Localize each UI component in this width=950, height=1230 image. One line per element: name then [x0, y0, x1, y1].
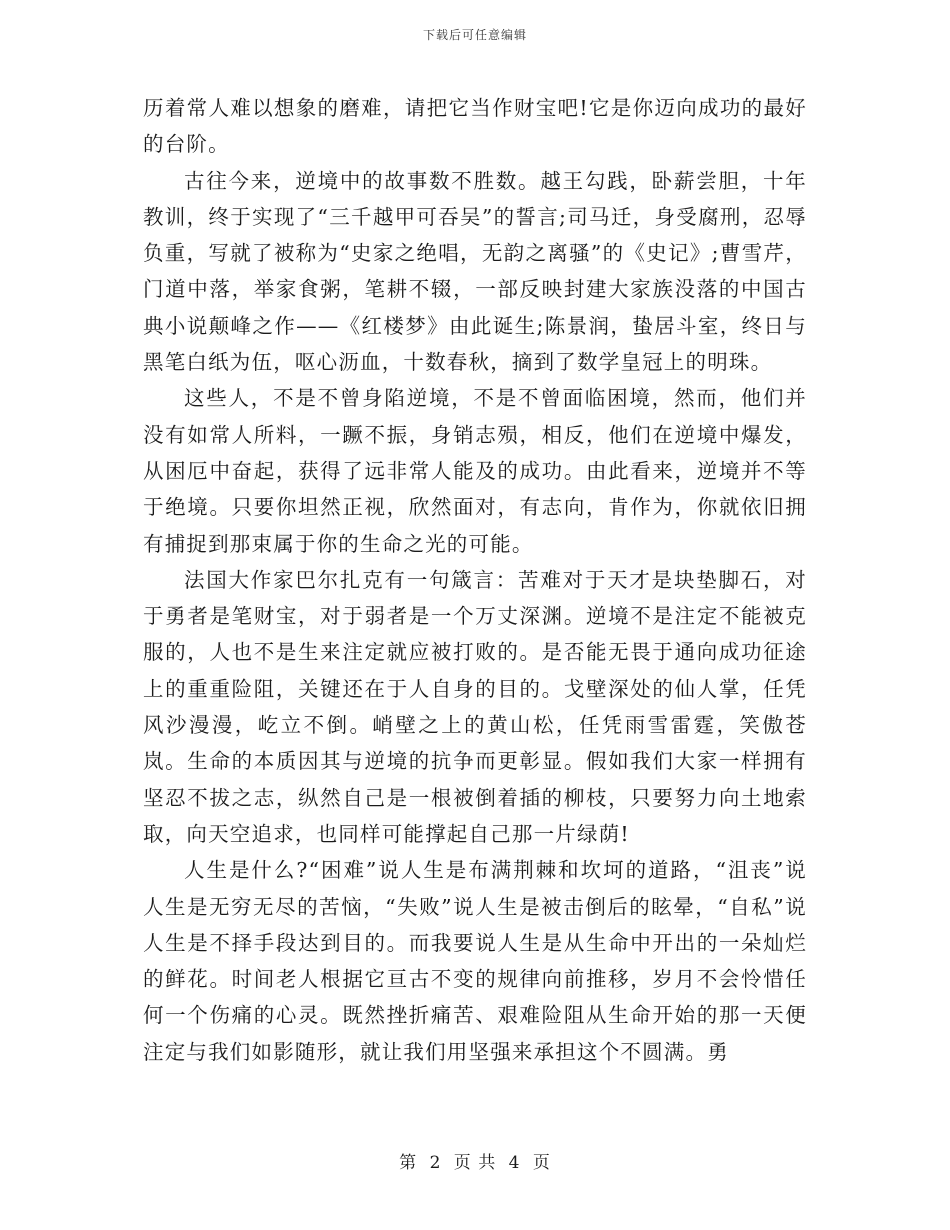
footer-page-number: 2 — [429, 1153, 442, 1173]
paragraph-3: 这些人，不是不曾身陷逆境，不是不曾面临困境，然而，他们并没有如常人所料，一蹶不振，身销志殒，相反，他们在逆境中爆发，从困厄中奋起，获得了远非常人能及的成功。由此看来，逆境并不等于绝境。只要你坦然正视，欣然面对，有志向，肯作为，你就依旧拥有捕捉到那束属于你的生命之光的可能。 — [143, 386, 807, 556]
footer-middle: 页 共 — [453, 1153, 497, 1173]
page-footer — [0, 1148, 950, 1173]
paragraph-1: 历着常人难以想象的磨难，请把它当作财宝吧!它是你迈向成功的最好的台阶。 — [143, 96, 807, 157]
footer-total-pages: 4 — [508, 1153, 521, 1173]
paragraph-4: 法国大作家巴尔扎克有一句箴言：苦难对于天才是块垫脚石，对于勇者是笔财宝，对于弱者是一个万丈深渊。逆境不是注定不能被克服的，人也不是生来注定就应被打败的。是否能无畏于通向成功征途上的重重险阻，关键还在于人自身的目的。戈壁深处的仙人掌，任凭风沙漫漫，屹立不倒。峭壁之上的黄山松，任凭雨雪雷霆，笑傲苍岚。生命的本质因其与逆境的抗争而更彰显。假如我们大家一样拥有坚忍不拔之志，纵然自己是一根被倒着插的柳枝，只要努力向土地索取，向天空追求，也同样可能撑起自己那一片绿荫! — [143, 567, 807, 846]
footer-suffix: 页 — [532, 1153, 551, 1173]
document-body — [143, 90, 807, 1070]
footer-prefix: 第 — [399, 1153, 418, 1173]
paragraph-2: 古往今来，逆境中的故事数不胜数。越王勾践，卧薪尝胆，十年教训，终于实现了“三千越甲可吞吴”的誓言;司马迁，身受腐刑，忍辱负重，写就了被称为“史家之绝唱，无韵之离骚”的《史记》;曹雪芹，门道中落，举家食粥，笔耕不辍，一部反映封建大家族没落的中国古典小说颠峰之作——《红楼梦》由此诞生;陈景润，蛰居斗室，终日与黑笔白纸为伍，呕心沥血，十数春秋，摘到了数学皇冠上的明珠。 — [143, 168, 807, 375]
page-header: 下载后可任意编辑 — [422, 28, 527, 42]
paragraph-5: 人生是什么?“困难”说人生是布满荆棘和坎坷的道路，“沮丧”说人生是无穷无尽的苦恼，“失败”说人生是被击倒后的眩晕，“自私”说人生是不择手段达到目的。而我要说人生是从生命中开出的一朵灿烂的鲜花。时间老人根据它亘古不变的规律向前推移，岁月不会怜惜任何一个伤痛的心灵。既然挫折痛苦、艰难险阻从生命开始的那一天便注定与我们如影随形，就让我们用坚强来承担这个不圆满。勇 — [143, 858, 807, 1064]
